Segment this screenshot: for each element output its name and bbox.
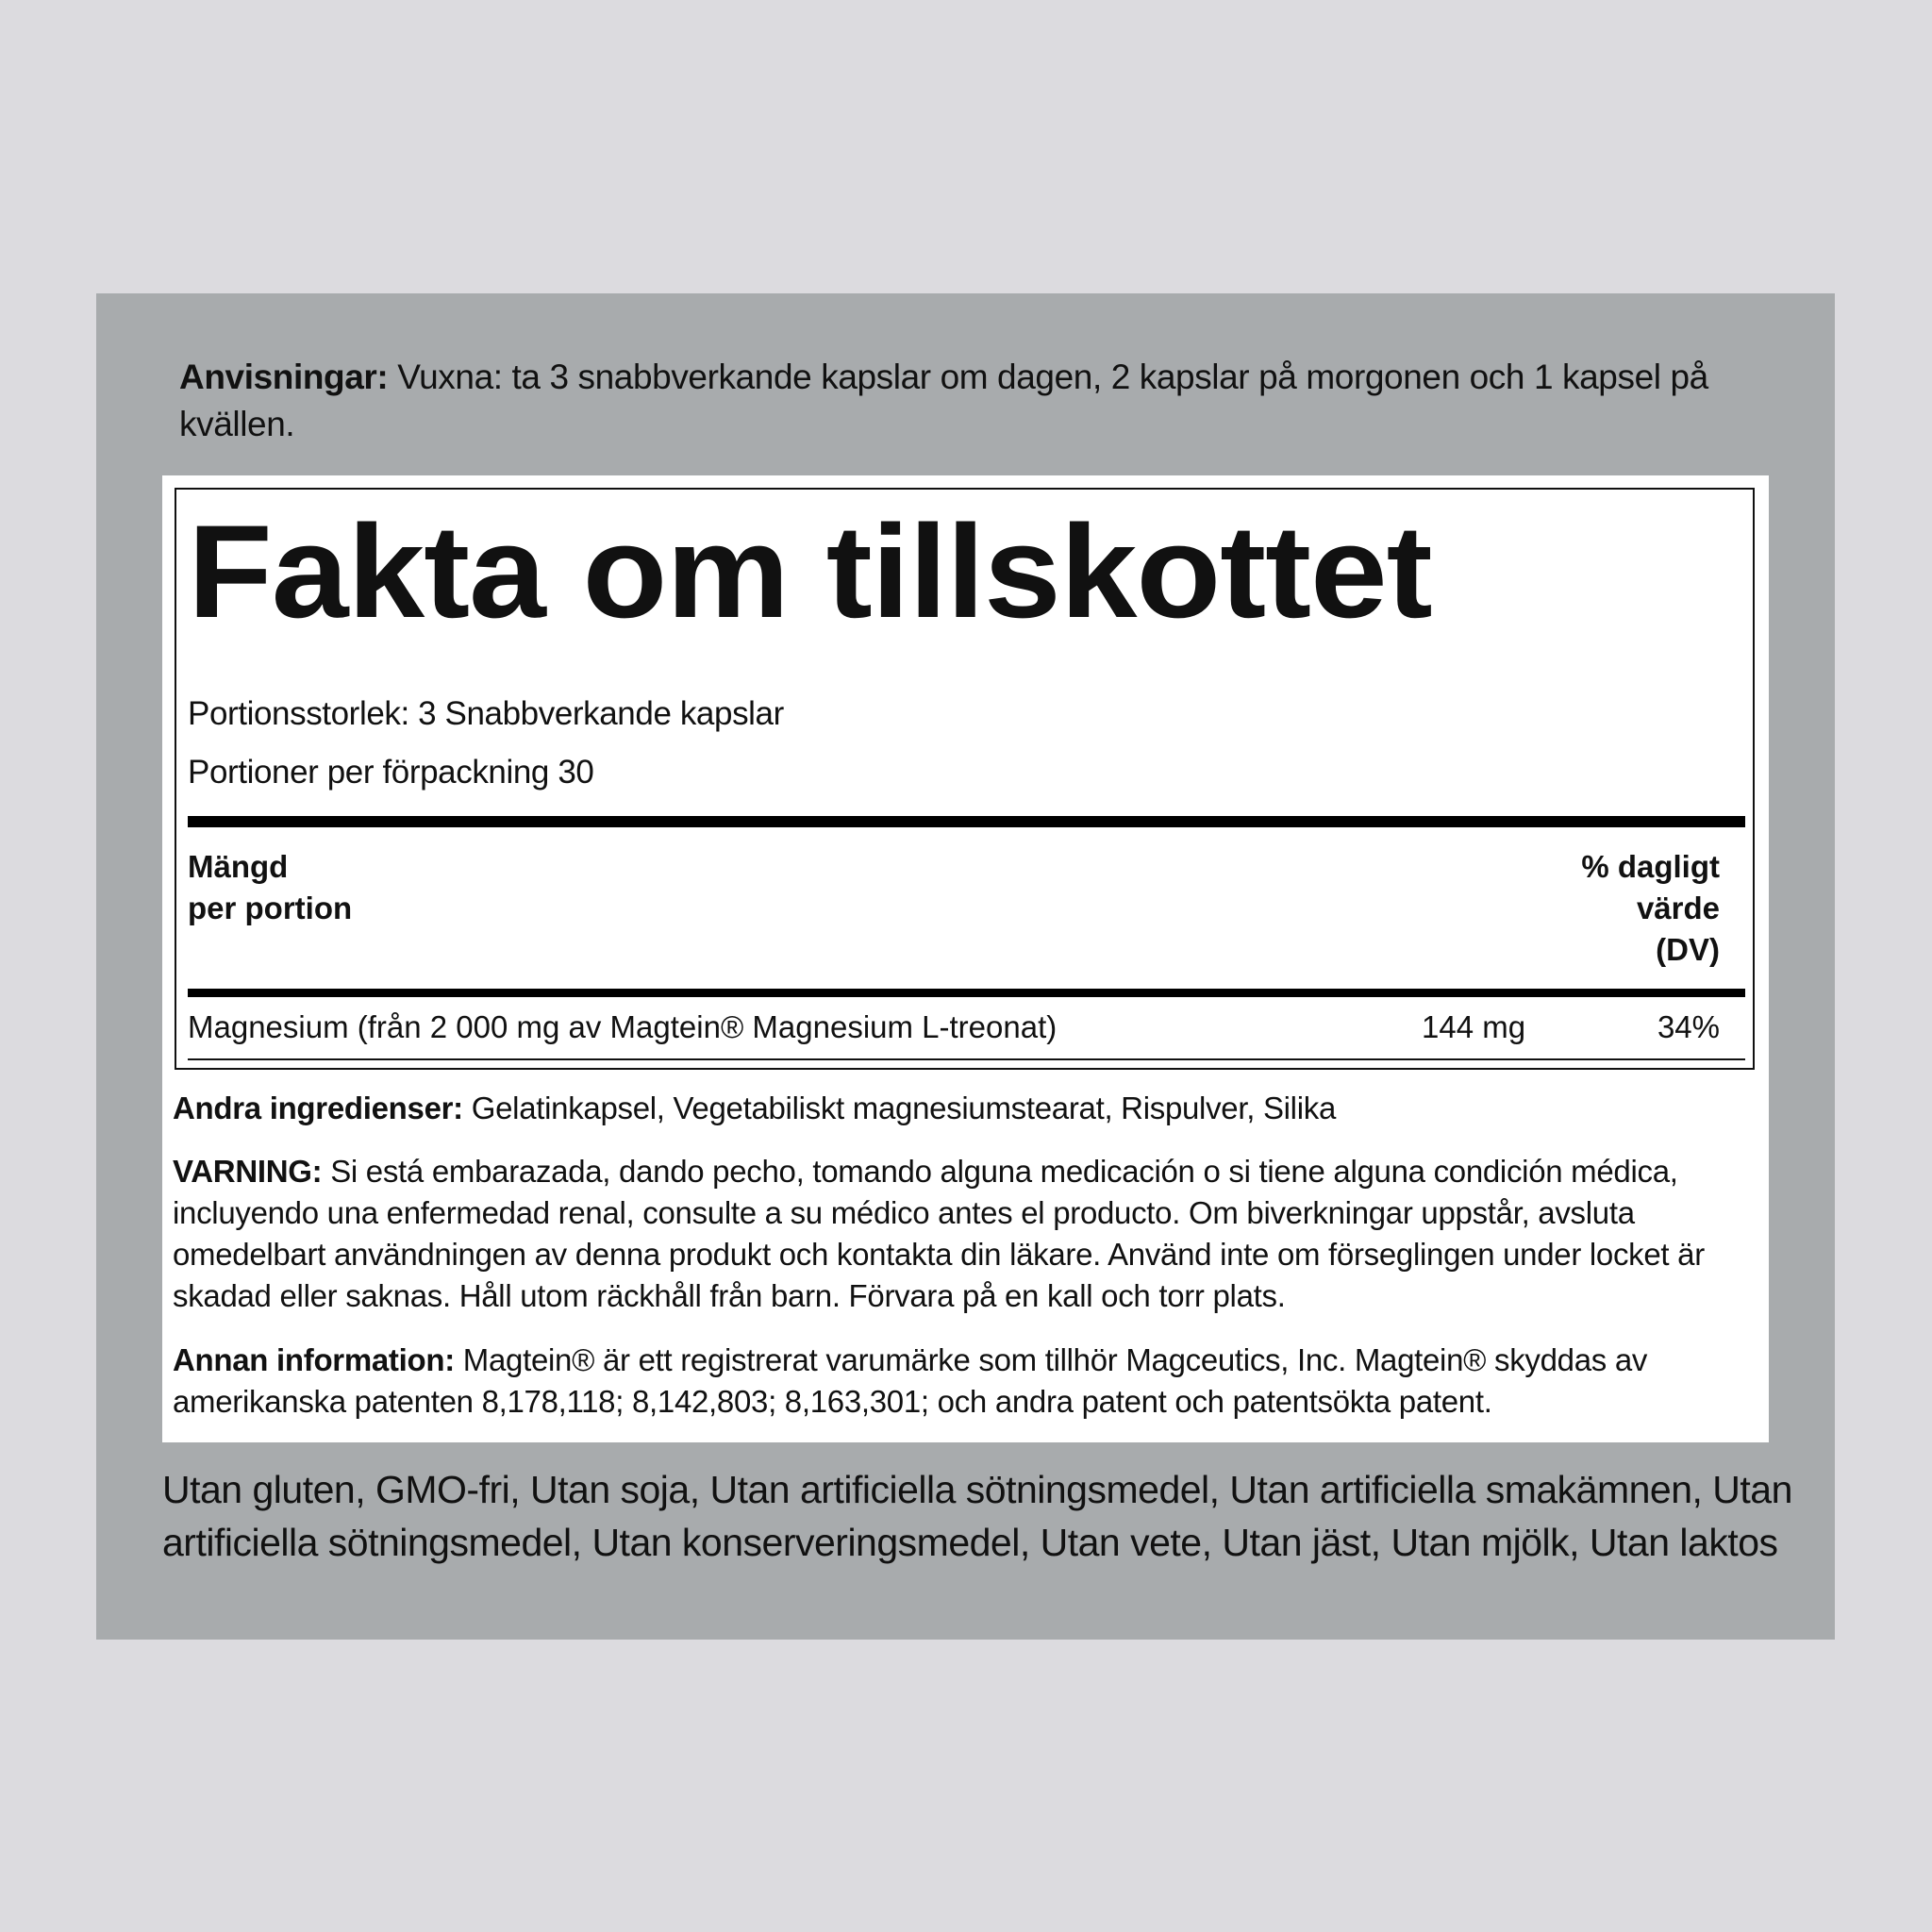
directions-label: Anvisningar: bbox=[179, 358, 389, 396]
facts-title: Fakta om tillskottet bbox=[188, 497, 1432, 645]
servings-per-container: Portioner per förpackning 30 bbox=[188, 754, 594, 791]
dv-header-line1: % dagligt bbox=[1581, 849, 1720, 884]
divider-medium bbox=[188, 989, 1745, 997]
directions bbox=[179, 354, 1764, 448]
label-panel bbox=[96, 293, 1835, 1640]
nutrient-daily-value: 34% bbox=[1657, 1009, 1720, 1044]
other-ingredients bbox=[173, 1088, 1762, 1129]
amount-header-line2: per portion bbox=[188, 891, 353, 925]
supplement-info-card bbox=[162, 475, 1769, 1442]
divider-thin bbox=[188, 1058, 1745, 1060]
other-ingredients-text: Gelatinkapsel, Vegetabiliskt magnesiumstearat, Rispulver, Silika bbox=[462, 1091, 1337, 1125]
other-ingredients-label: Andra ingredienser: bbox=[173, 1091, 463, 1125]
dv-header-line3: (DV) bbox=[1656, 932, 1720, 967]
nutrient-amount: 144 mg bbox=[1422, 1009, 1526, 1044]
nutrient-name: Magnesium (från 2 000 mg av Magtein® Magnesium L-treonat) bbox=[188, 1009, 1058, 1044]
warning bbox=[173, 1151, 1762, 1317]
warning-label: VARNING: bbox=[173, 1154, 323, 1189]
other-information-label: Annan information: bbox=[173, 1342, 455, 1377]
other-information bbox=[173, 1340, 1762, 1423]
dv-header-line2: värde bbox=[1636, 891, 1720, 925]
supplement-facts-box bbox=[175, 488, 1755, 1070]
divider-thick bbox=[188, 816, 1745, 827]
serving-size: Portionsstorlek: 3 Snabbverkande kapslar bbox=[188, 695, 784, 732]
amount-header-line1: Mängd bbox=[188, 849, 289, 884]
other-information-text: Magtein® är ett registrerat varumärke som tillhör Magceutics, Inc. Magtein® skyddas av amerikanska patenten 8,178,118; 8,142,803; 8,163,301; och andra patent och patentsökta patent. bbox=[173, 1342, 1648, 1419]
directions-text: Vuxna: ta 3 snabbverkande kapslar om dagen, 2 kapslar på morgonen och 1 kapsel på kvällen. bbox=[179, 358, 1708, 443]
amount-per-serving-header bbox=[188, 846, 352, 929]
daily-value-header bbox=[1581, 846, 1720, 971]
free-from-claims: Utan gluten, GMO-fri, Utan soja, Utan artificiella sötningsmedel, Utan artificiella smakämnen, Utan artificiella sötningsmedel, Utan konserveringsmedel, Utan vete, Utan jäst, Utan mjölk, Utan laktos bbox=[162, 1468, 1792, 1564]
warning-text: Si está embarazada, dando pecho, tomando alguna medicación o si tiene alguna condición médica, incluyendo una enfermedad renal, consulte a su médico antes el producto. Om biverkningar uppstår, avsluta omedelbart användningen av denna produkt och kontakta din läkare. Använd inte om förseglingen under locket är skadad eller saknas. Håll utom räckhåll från barn. Förvara på en kall och torr plats. bbox=[173, 1154, 1705, 1313]
